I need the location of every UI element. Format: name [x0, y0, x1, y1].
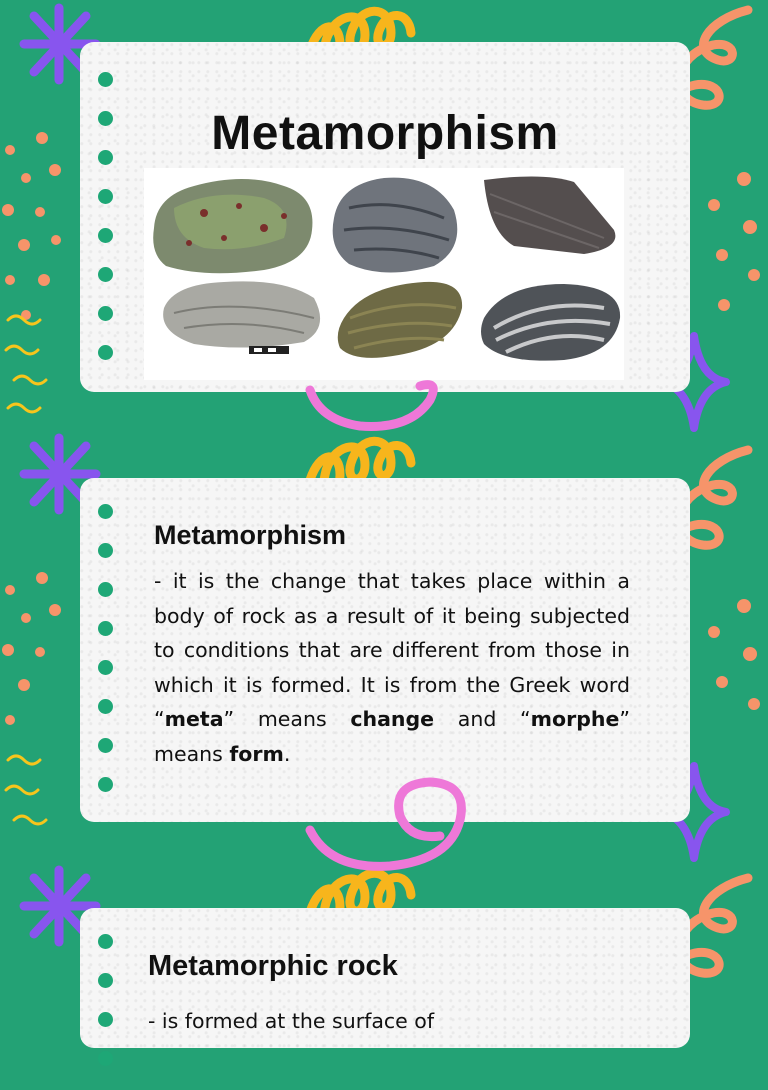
- yellow-squiggle-icon: [0, 300, 60, 420]
- section-heading: Metamorphic rock: [148, 950, 398, 982]
- definition-paragraph: - it is the change that takes place within a body of rock as a result of it being subjected to conditions that are different from those in which it is formed. It is from the Greek word “meta” means change and “morphe” means form.: [154, 569, 630, 766]
- binder-dots: [98, 504, 113, 816]
- pink-loop-icon: [300, 770, 480, 880]
- orange-dots-pattern: [0, 560, 70, 740]
- term-form: form: [229, 741, 284, 766]
- metamorphic-rock-card: [80, 908, 690, 1048]
- term-meta: meta: [164, 707, 224, 731]
- rock-paragraph: - is formed at the surface of: [148, 1009, 435, 1033]
- term-change: change: [350, 707, 435, 731]
- section-heading: Metamorphism: [154, 520, 347, 550]
- yellow-squiggle-icon: [0, 740, 60, 860]
- orange-dots-pattern: [694, 165, 768, 325]
- rock-specimens-image: [144, 168, 624, 380]
- term-morphe: morphe: [530, 707, 620, 731]
- binder-dots: [98, 934, 113, 1090]
- hero-card: [80, 42, 690, 392]
- pink-loop-icon: [300, 380, 450, 440]
- page-title: Metamorphism: [211, 107, 559, 160]
- orange-dots-pattern: [694, 592, 768, 732]
